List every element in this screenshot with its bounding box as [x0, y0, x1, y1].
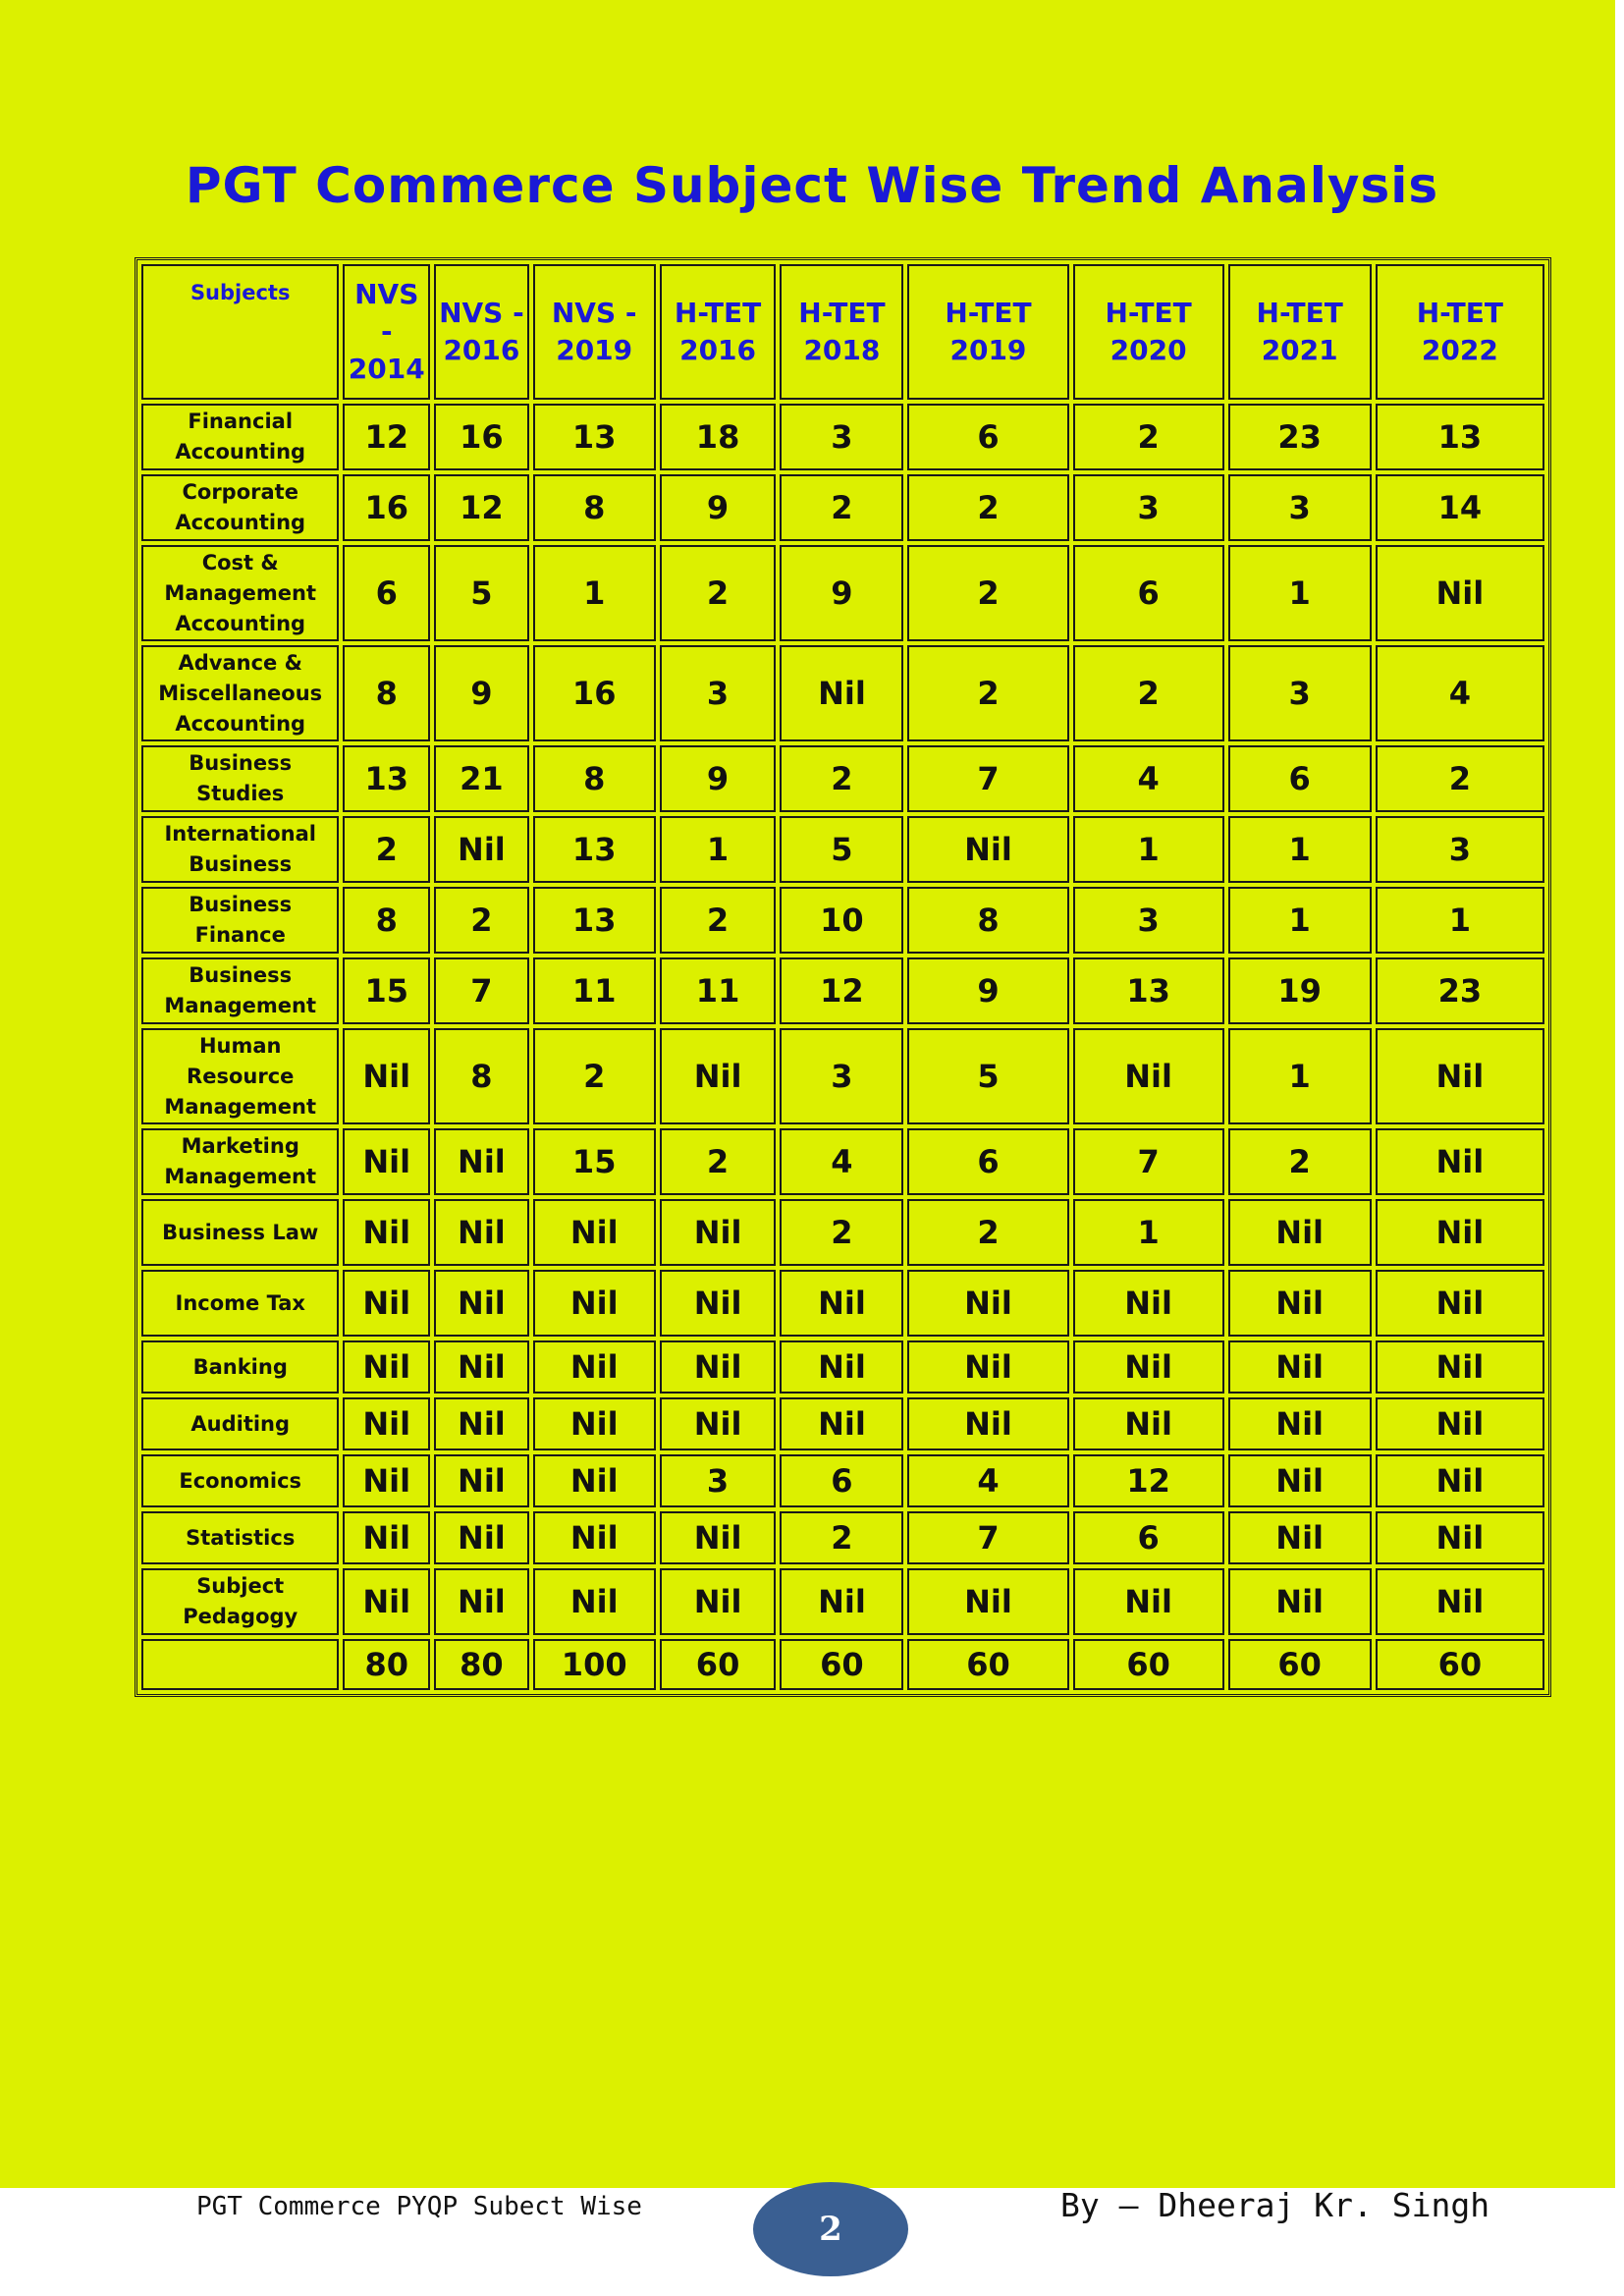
total-cell: 60: [780, 1639, 903, 1690]
value-cell: 23: [1376, 957, 1544, 1024]
value-cell: 16: [533, 645, 656, 741]
value-cell: 3: [1073, 887, 1224, 954]
value-cell: Nil: [1073, 1028, 1224, 1124]
value-cell: 2: [1073, 645, 1224, 741]
header-cell: H-TET 2021: [1228, 264, 1372, 400]
value-cell: Nil: [343, 1128, 430, 1195]
value-cell: 2: [907, 474, 1068, 541]
value-cell: 18: [660, 404, 777, 470]
value-cell: Nil: [434, 1128, 529, 1195]
value-cell: Nil: [780, 1397, 903, 1450]
value-cell: 7: [434, 957, 529, 1024]
total-cell: 100: [533, 1639, 656, 1690]
value-cell: Nil: [907, 1270, 1068, 1337]
value-cell: 3: [1376, 816, 1544, 883]
subject-cell: International Business: [141, 816, 339, 883]
value-cell: Nil: [907, 816, 1068, 883]
subject-cell: Banking: [141, 1340, 339, 1394]
value-cell: 3: [660, 1454, 777, 1507]
subject-cell: Corporate Accounting: [141, 474, 339, 541]
value-cell: 15: [343, 957, 430, 1024]
value-cell: Nil: [533, 1568, 656, 1635]
value-cell: 5: [434, 545, 529, 641]
value-cell: Nil: [434, 1270, 529, 1337]
value-cell: 4: [1073, 745, 1224, 812]
value-cell: 3: [780, 1028, 903, 1124]
subject-cell: Economics: [141, 1454, 339, 1507]
value-cell: Nil: [1228, 1454, 1372, 1507]
value-cell: 3: [1073, 474, 1224, 541]
value-cell: 8: [533, 474, 656, 541]
table-row: [141, 1199, 1544, 1266]
subject-cell: Marketing Management: [141, 1128, 339, 1195]
table-row: [141, 1397, 1544, 1450]
value-cell: 13: [533, 816, 656, 883]
table-row: [141, 1340, 1544, 1394]
value-cell: 1: [1073, 1199, 1224, 1266]
value-cell: 7: [1073, 1128, 1224, 1195]
value-cell: 2: [907, 1199, 1068, 1266]
table-row: [141, 1511, 1544, 1564]
header-cell: H-TET 2016: [660, 264, 777, 400]
footer-author: By – Dheeraj Kr. Singh: [1060, 2186, 1490, 2224]
value-cell: 12: [434, 474, 529, 541]
header-cell: H-TET 2020: [1073, 264, 1224, 400]
value-cell: 2: [907, 545, 1068, 641]
value-cell: Nil: [434, 1454, 529, 1507]
value-cell: 2: [780, 1199, 903, 1266]
value-cell: Nil: [660, 1568, 777, 1635]
subject-cell: Income Tax: [141, 1270, 339, 1337]
value-cell: 16: [343, 474, 430, 541]
value-cell: Nil: [533, 1199, 656, 1266]
totals-label-cell: [141, 1639, 339, 1690]
value-cell: Nil: [343, 1028, 430, 1124]
header-row: [141, 264, 1544, 400]
value-cell: Nil: [1376, 1454, 1544, 1507]
page-number-badge: 2: [753, 2182, 908, 2276]
value-cell: 14: [1376, 474, 1544, 541]
value-cell: 3: [660, 645, 777, 741]
subject-cell: Financial Accounting: [141, 404, 339, 470]
value-cell: 2: [1228, 1128, 1372, 1195]
value-cell: 23: [1228, 404, 1372, 470]
table-row: [141, 887, 1544, 954]
value-cell: Nil: [533, 1511, 656, 1564]
value-cell: 6: [1228, 745, 1372, 812]
total-cell: 60: [1073, 1639, 1224, 1690]
table-row: [141, 1270, 1544, 1337]
table-body: [141, 404, 1544, 1635]
value-cell: Nil: [343, 1454, 430, 1507]
value-cell: Nil: [1228, 1270, 1372, 1337]
value-cell: 3: [1228, 474, 1372, 541]
value-cell: 2: [533, 1028, 656, 1124]
value-cell: Nil: [780, 1340, 903, 1394]
value-cell: 2: [660, 545, 777, 641]
subject-cell: Business Studies: [141, 745, 339, 812]
value-cell: 8: [343, 645, 430, 741]
value-cell: Nil: [434, 816, 529, 883]
value-cell: 21: [434, 745, 529, 812]
value-cell: 9: [660, 745, 777, 812]
totals-row: [141, 1639, 1544, 1690]
subject-cell: Human Resource Management: [141, 1028, 339, 1124]
value-cell: Nil: [660, 1199, 777, 1266]
value-cell: Nil: [343, 1199, 430, 1266]
value-cell: Nil: [780, 1568, 903, 1635]
value-cell: 8: [434, 1028, 529, 1124]
value-cell: 3: [780, 404, 903, 470]
subject-cell: Statistics: [141, 1511, 339, 1564]
value-cell: Nil: [533, 1397, 656, 1450]
table-row: [141, 1128, 1544, 1195]
value-cell: Nil: [1073, 1270, 1224, 1337]
value-cell: Nil: [1376, 1511, 1544, 1564]
table-row: [141, 1028, 1544, 1124]
header-cell: H-TET 2019: [907, 264, 1068, 400]
value-cell: Nil: [780, 1270, 903, 1337]
table-row: [141, 474, 1544, 541]
table-row: [141, 404, 1544, 470]
value-cell: 2: [1073, 404, 1224, 470]
value-cell: 2: [343, 816, 430, 883]
value-cell: 2: [780, 474, 903, 541]
value-cell: 11: [660, 957, 777, 1024]
header-cell: H-TET 2022: [1376, 264, 1544, 400]
value-cell: 1: [1073, 816, 1224, 883]
value-cell: 1: [1228, 816, 1372, 883]
value-cell: Nil: [660, 1511, 777, 1564]
value-cell: Nil: [1228, 1397, 1372, 1450]
value-cell: 8: [907, 887, 1068, 954]
subject-cell: Advance & Miscellaneous Accounting: [141, 645, 339, 741]
value-cell: Nil: [1376, 1568, 1544, 1635]
table-row: [141, 545, 1544, 641]
value-cell: Nil: [343, 1568, 430, 1635]
value-cell: 4: [780, 1128, 903, 1195]
value-cell: Nil: [907, 1568, 1068, 1635]
subject-cell: Business Law: [141, 1199, 339, 1266]
value-cell: Nil: [434, 1568, 529, 1635]
value-cell: Nil: [1228, 1199, 1372, 1266]
value-cell: 2: [434, 887, 529, 954]
value-cell: Nil: [533, 1454, 656, 1507]
table-row: [141, 957, 1544, 1024]
value-cell: 2: [660, 887, 777, 954]
header-cell: NVS - 2016: [434, 264, 529, 400]
value-cell: Nil: [1376, 1340, 1544, 1394]
value-cell: 13: [343, 745, 430, 812]
value-cell: Nil: [1376, 1270, 1544, 1337]
value-cell: Nil: [1228, 1568, 1372, 1635]
value-cell: 7: [907, 745, 1068, 812]
table-row: [141, 816, 1544, 883]
value-cell: Nil: [434, 1199, 529, 1266]
total-cell: 60: [1228, 1639, 1372, 1690]
value-cell: 8: [533, 745, 656, 812]
value-cell: 11: [533, 957, 656, 1024]
value-cell: 10: [780, 887, 903, 954]
value-cell: 1: [660, 816, 777, 883]
value-cell: Nil: [533, 1340, 656, 1394]
header-cell: H-TET 2018: [780, 264, 903, 400]
subject-cell: Subject Pedagogy: [141, 1568, 339, 1635]
value-cell: 2: [1376, 745, 1544, 812]
value-cell: 13: [1073, 957, 1224, 1024]
value-cell: 12: [1073, 1454, 1224, 1507]
value-cell: Nil: [1228, 1340, 1372, 1394]
value-cell: 2: [780, 745, 903, 812]
value-cell: Nil: [660, 1397, 777, 1450]
value-cell: Nil: [1376, 545, 1544, 641]
value-cell: 3: [1228, 645, 1372, 741]
value-cell: 5: [780, 816, 903, 883]
value-cell: Nil: [343, 1340, 430, 1394]
table-row: [141, 645, 1544, 741]
subject-cell: Auditing: [141, 1397, 339, 1450]
value-cell: 9: [434, 645, 529, 741]
value-cell: 13: [533, 404, 656, 470]
value-cell: 6: [907, 1128, 1068, 1195]
value-cell: 19: [1228, 957, 1372, 1024]
value-cell: Nil: [660, 1028, 777, 1124]
value-cell: Nil: [1073, 1397, 1224, 1450]
value-cell: Nil: [660, 1270, 777, 1337]
value-cell: Nil: [1376, 1199, 1544, 1266]
value-cell: Nil: [907, 1340, 1068, 1394]
value-cell: Nil: [1228, 1511, 1372, 1564]
value-cell: 6: [343, 545, 430, 641]
value-cell: Nil: [434, 1397, 529, 1450]
value-cell: Nil: [343, 1397, 430, 1450]
table-row: [141, 745, 1544, 812]
table-row: [141, 1454, 1544, 1507]
value-cell: 8: [343, 887, 430, 954]
value-cell: 15: [533, 1128, 656, 1195]
value-cell: 9: [780, 545, 903, 641]
value-cell: 7: [907, 1511, 1068, 1564]
value-cell: 4: [907, 1454, 1068, 1507]
trend-table: [135, 257, 1551, 1697]
total-cell: 60: [660, 1639, 777, 1690]
value-cell: Nil: [1073, 1568, 1224, 1635]
value-cell: Nil: [1376, 1028, 1544, 1124]
value-cell: 13: [533, 887, 656, 954]
value-cell: 5: [907, 1028, 1068, 1124]
value-cell: Nil: [533, 1270, 656, 1337]
value-cell: Nil: [1073, 1340, 1224, 1394]
value-cell: Nil: [434, 1511, 529, 1564]
value-cell: Nil: [1376, 1397, 1544, 1450]
value-cell: Nil: [434, 1340, 529, 1394]
value-cell: 1: [1228, 1028, 1372, 1124]
value-cell: Nil: [907, 1397, 1068, 1450]
footer-left-text: PGT Commerce PYQP Subect Wise: [196, 2192, 642, 2221]
value-cell: 6: [1073, 1511, 1224, 1564]
value-cell: 12: [780, 957, 903, 1024]
value-cell: Nil: [343, 1511, 430, 1564]
value-cell: 6: [1073, 545, 1224, 641]
total-cell: 60: [907, 1639, 1068, 1690]
value-cell: 1: [533, 545, 656, 641]
value-cell: 6: [780, 1454, 903, 1507]
value-cell: 1: [1228, 887, 1372, 954]
value-cell: Nil: [1376, 1128, 1544, 1195]
subject-cell: Business Management: [141, 957, 339, 1024]
total-cell: 80: [343, 1639, 430, 1690]
subject-cell: Business Finance: [141, 887, 339, 954]
value-cell: 16: [434, 404, 529, 470]
value-cell: 6: [907, 404, 1068, 470]
value-cell: 1: [1228, 545, 1372, 641]
value-cell: 4: [1376, 645, 1544, 741]
value-cell: Nil: [660, 1340, 777, 1394]
subject-cell: Cost & Management Accounting: [141, 545, 339, 641]
value-cell: 12: [343, 404, 430, 470]
value-cell: 1: [1376, 887, 1544, 954]
value-cell: 9: [907, 957, 1068, 1024]
value-cell: Nil: [780, 645, 903, 741]
value-cell: 13: [1376, 404, 1544, 470]
value-cell: 9: [660, 474, 777, 541]
value-cell: 2: [660, 1128, 777, 1195]
value-cell: 2: [780, 1511, 903, 1564]
total-cell: 60: [1376, 1639, 1544, 1690]
table-row: [141, 1568, 1544, 1635]
header-cell: Subjects: [141, 264, 339, 400]
header-cell: NVS - 2014: [343, 264, 430, 400]
total-cell: 80: [434, 1639, 529, 1690]
value-cell: 2: [907, 645, 1068, 741]
page-title: PGT Commerce Subject Wise Trend Analysis: [185, 157, 1439, 214]
header-cell: NVS - 2019: [533, 264, 656, 400]
value-cell: Nil: [343, 1270, 430, 1337]
